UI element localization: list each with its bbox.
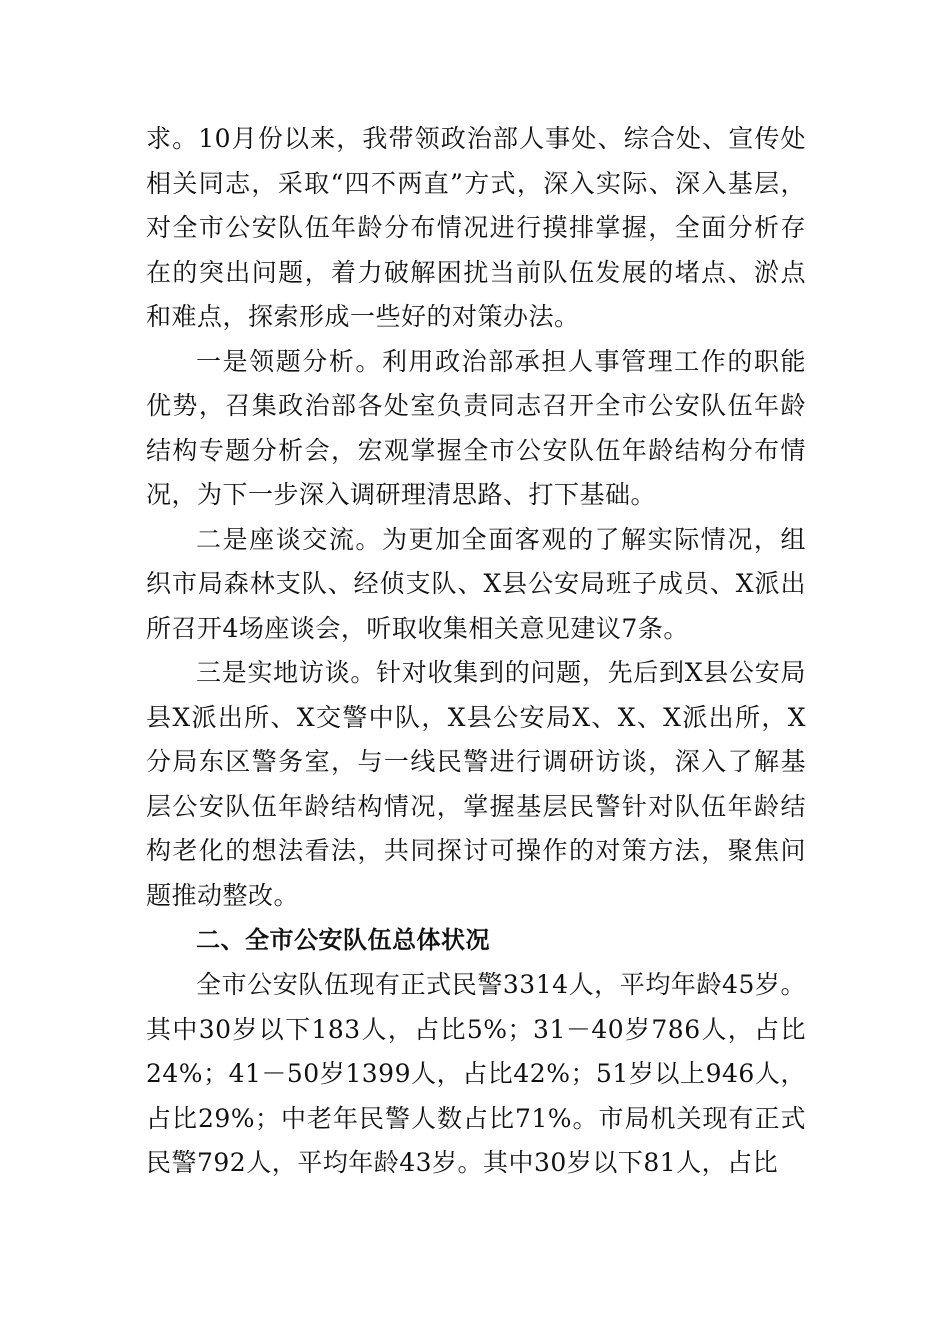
paragraph-overall-status: 全市公安队伍现有正式民警3314人，平均年龄45岁。其中30岁以下183人，占比5%；31－40岁786人，占比24%；41－50岁1399人，占比42%；51岁以上946人，占比29%；中老年民警人数占比71%。市局机关现有正式民警792人，平均年龄43岁。其中30岁以下81人，占比 [146, 970, 806, 1177]
section-heading: 二、全市公安队伍总体状况 [196, 926, 490, 954]
document-body [146, 117, 806, 1186]
paragraph-topic-analysis: 一是领题分析。利用政治部承担人事管理工作的职能优势，召集政治部各处室负责同志召开全市公安队伍年龄结构专题分析会，宏观掌握全市公安队伍年龄结构分布情况，为下一步深入调研理清思路、打下基础。 [146, 346, 806, 509]
paragraph-field-interview: 三是实地访谈。针对收集到的问题，先后到X县公安局县X派出所、X交警中队，X县公安局X、X、X派出所，X分局东区警务室，与一线民警进行调研访谈，深入了解基层公安队伍年龄结构情况，掌握基层民警针对队伍年龄结构老化的想法看法，共同探讨可操作的对策方法，聚焦问题推动整改。 [146, 658, 806, 910]
paragraph-symposium: 二是座谈交流。为更加全面客观的了解实际情况，组织市局森林支队、经侦支队、X县公安局班子成员、X派出所召开4场座谈会，听取收集相关意见建议7条。 [146, 524, 806, 643]
paragraph-continuation: 求。10月份以来，我带领政治部人事处、综合处、宣传处相关同志，采取“四不两直”方式，深入实际、深入基层，对全市公安队伍年龄分布情况进行摸排掌握，全面分析存在的突出问题，着力破解困扰当前队伍发展的堵点、淤点和难点，探索形成一些好的对策办法。 [146, 124, 806, 331]
